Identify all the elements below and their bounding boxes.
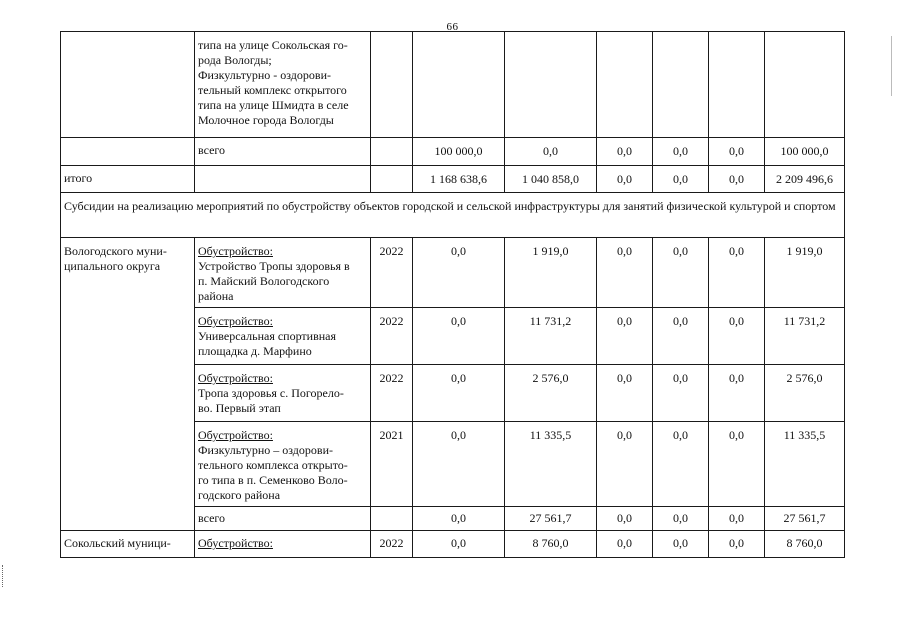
value-cell: 8 760,0 — [765, 531, 845, 558]
municipality-name: Вологодского муни- ципального округа — [61, 238, 195, 531]
value-cell: 0,0 — [597, 138, 653, 166]
value-cell: 11 731,2 — [765, 308, 845, 365]
value-cell: 0,0 — [597, 238, 653, 308]
value-cell — [597, 32, 653, 138]
scan-edge-mark — [2, 565, 7, 587]
value-cell: 2 209 496,6 — [765, 166, 845, 193]
value-cell: 0,0 — [597, 531, 653, 558]
value-cell: 0,0 — [653, 138, 709, 166]
total-label: всего — [195, 138, 371, 166]
year-cell — [371, 166, 413, 193]
object-name: Универсальная спортивная площадка д. Марфино — [198, 329, 337, 358]
municipality-cell — [61, 32, 195, 138]
object-cell — [195, 166, 371, 193]
object-name: Устройство Тропы здоровья в п. Майский Вологодского района — [198, 259, 350, 303]
table-row — [61, 138, 845, 166]
value-cell: 0,0 — [653, 365, 709, 422]
object-cell — [195, 308, 371, 365]
grand-total-label: итого — [61, 166, 195, 193]
value-cell: 0,0 — [653, 531, 709, 558]
year-cell: 2022 — [371, 238, 413, 308]
value-cell: 0,0 — [597, 507, 653, 531]
object-kind: Обустройство: — [198, 244, 273, 258]
value-cell — [765, 32, 845, 138]
section-title: Субсидии на реализацию мероприятий по обустройству объектов городской и сельской инфраструктуры для занятий физической культурой и спортом — [61, 193, 845, 238]
table-row — [61, 166, 845, 193]
subsidy-table — [60, 31, 845, 558]
value-cell: 0,0 — [653, 166, 709, 193]
value-cell: 0,0 — [413, 531, 505, 558]
year-cell: 2022 — [371, 365, 413, 422]
year-cell — [371, 138, 413, 166]
value-cell: 0,0 — [413, 308, 505, 365]
value-cell: 0,0 — [505, 138, 597, 166]
year-cell: 2021 — [371, 422, 413, 507]
value-cell: 11 335,5 — [505, 422, 597, 507]
value-cell: 100 000,0 — [413, 138, 505, 166]
page-number: 66 — [446, 21, 459, 33]
value-cell: 27 561,7 — [505, 507, 597, 531]
value-cell: 0,0 — [709, 507, 765, 531]
object-kind: Обустройство: — [198, 314, 273, 328]
value-cell: 100 000,0 — [765, 138, 845, 166]
object-cell — [195, 531, 371, 558]
value-cell: 0,0 — [709, 365, 765, 422]
value-cell: 0,0 — [653, 422, 709, 507]
object-name: Тропа здоровья с. Погорело- во. Первый этап — [198, 386, 344, 415]
value-cell: 2 576,0 — [765, 365, 845, 422]
value-cell: 0,0 — [597, 308, 653, 365]
value-cell: 0,0 — [653, 238, 709, 308]
value-cell: 0,0 — [653, 308, 709, 365]
value-cell: 0,0 — [413, 507, 505, 531]
value-cell: 1 168 638,6 — [413, 166, 505, 193]
year-cell — [371, 32, 413, 138]
object-cell — [195, 422, 371, 507]
year-cell — [371, 507, 413, 531]
value-cell: 8 760,0 — [505, 531, 597, 558]
value-cell: 0,0 — [413, 365, 505, 422]
value-cell: 1 919,0 — [765, 238, 845, 308]
value-cell: 11 731,2 — [505, 308, 597, 365]
value-cell: 0,0 — [709, 166, 765, 193]
table-row — [61, 32, 845, 138]
table-row — [61, 531, 845, 558]
municipality-cell — [61, 138, 195, 166]
object-cell — [195, 238, 371, 308]
object-kind: Обустройство: — [198, 428, 273, 442]
section-row — [61, 193, 845, 238]
value-cell — [653, 32, 709, 138]
object-cell — [195, 365, 371, 422]
value-cell — [709, 32, 765, 138]
table-row — [61, 238, 845, 308]
value-cell: 0,0 — [709, 138, 765, 166]
value-cell: 0,0 — [413, 238, 505, 308]
value-cell: 27 561,7 — [765, 507, 845, 531]
value-cell: 0,0 — [709, 308, 765, 365]
object-name: Физкультурно – оздорови- тельного комплекса открыто- го типа в п. Семенково Воло- годского района — [198, 443, 348, 502]
value-cell — [413, 32, 505, 138]
municipality-name: Сокольский муници- — [61, 531, 195, 558]
value-cell: 2 576,0 — [505, 365, 597, 422]
object-kind: Обустройство: — [198, 536, 273, 550]
value-cell: 0,0 — [597, 422, 653, 507]
value-cell: 0,0 — [413, 422, 505, 507]
object-kind: Обустройство: — [198, 371, 273, 385]
year-cell: 2022 — [371, 308, 413, 365]
value-cell: 0,0 — [709, 531, 765, 558]
value-cell: 0,0 — [709, 422, 765, 507]
value-cell: 0,0 — [597, 365, 653, 422]
value-cell: 0,0 — [709, 238, 765, 308]
value-cell: 0,0 — [597, 166, 653, 193]
value-cell — [505, 32, 597, 138]
value-cell: 0,0 — [653, 507, 709, 531]
object-cell: типа на улице Сокольская го- рода Вологды; Физкультурно - оздорови- тельный комплекс открытого типа на улице Шмидта в селе Молочное города Вологды — [195, 32, 371, 138]
year-cell: 2022 — [371, 531, 413, 558]
scan-edge-mark — [891, 36, 896, 96]
value-cell: 1 040 858,0 — [505, 166, 597, 193]
value-cell: 11 335,5 — [765, 422, 845, 507]
total-label: всего — [195, 507, 371, 531]
value-cell: 1 919,0 — [505, 238, 597, 308]
